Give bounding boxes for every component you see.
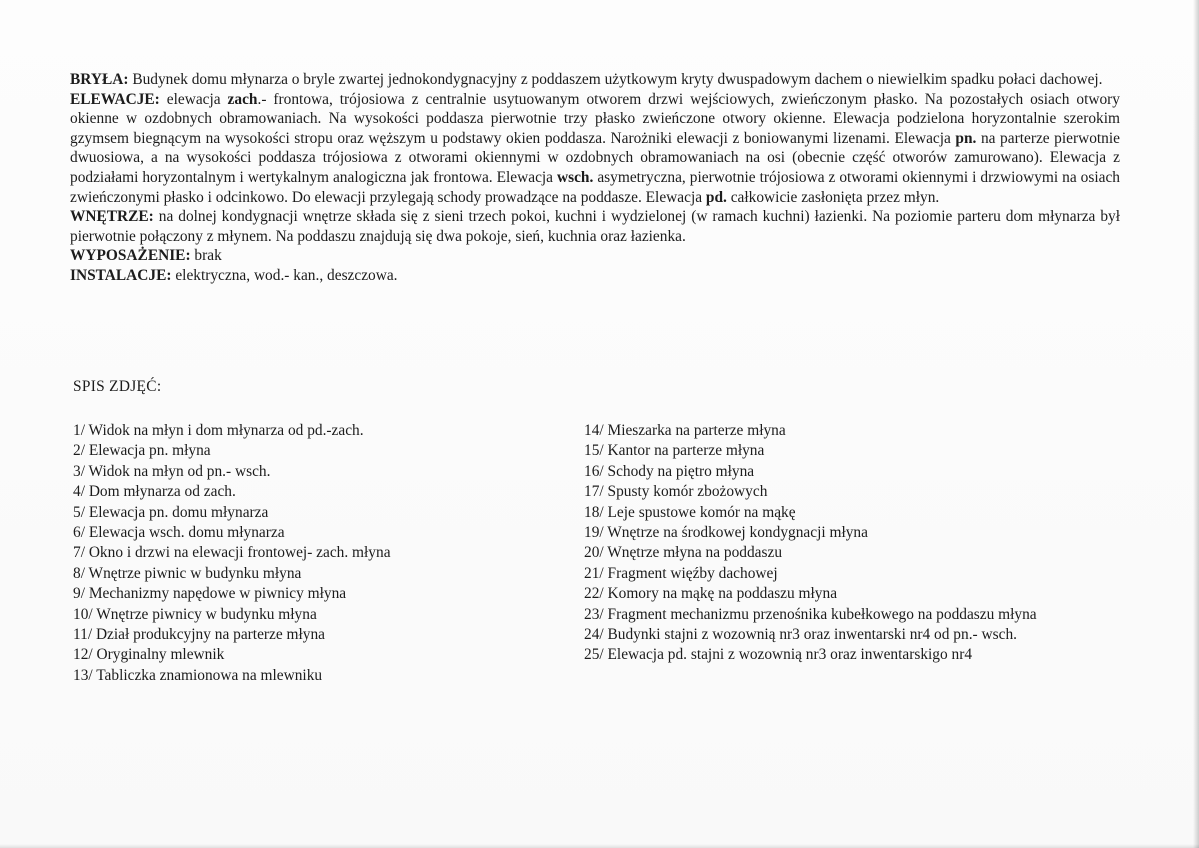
text-bryla: Budynek domu młynarza o bryle zwartej jednokondygnacyjny z poddaszem użytkowym kryty dwuspadowym dachem o niewielkim spadku połaci dachowej.: [128, 71, 1103, 88]
page-edge-shadow: [1193, 0, 1199, 848]
list-item: 7/ Okno i drzwi na elewacji frontowej- zach. młyna: [73, 544, 391, 562]
paragraph-wyposazenie: [70, 246, 1120, 266]
list-item: 10/ Wnętrze piwnicy w budynku młyna: [73, 605, 317, 623]
photo-list-title: SPIS ZDJĘĆ:: [73, 378, 162, 395]
list-item: 23/ Fragment mechanizmu przenośnika kubełkowego na poddaszu młyna: [584, 605, 1037, 623]
list-item: 5/ Elewacja pn. domu młynarza: [73, 503, 269, 521]
list-item: 18/ Leje spustowe komór na mąkę: [584, 503, 796, 521]
photo-list-right-column: [584, 421, 1084, 666]
list-item: 22/ Komory na mąkę na poddaszu młyna: [584, 585, 838, 603]
text-elewacje-5: całkowicie zasłonięta przez młyn.: [726, 188, 940, 206]
bold-pn: pn.: [955, 129, 977, 147]
list-item: 9/ Mechanizmy napędowe w piwnicy młyna: [73, 585, 347, 603]
page-bottom-shadow: [0, 844, 1199, 848]
list-item: 4/ Dom młynarza od zach.: [73, 483, 236, 501]
label-elewacje: ELEWACJE:: [70, 90, 160, 108]
list-item: 24/ Budynki stajni z wozownią nr3 oraz inwentarski nr4 od pn.- wsch.: [584, 626, 1017, 644]
paragraph-elewacje: [70, 90, 1120, 208]
text-wyposazenie: brak: [190, 247, 222, 265]
text-elewacje-2: .- frontowa, trójosiowa z centralnie usytuowanym otworem drzwi wejściowych, zwieńczonym płasko. Na pozostałych osiach otwory okienne w ozdobnych obramowaniach. Na wysokości poddasza pierwotnie trzy płasko zwieńczone otwory okienne. Elewacja podzielona horyzontalnie szerokim gzymsem biegnącym na wysokości stropu oraz węższym u podstawy okien poddasza. Narożniki elewacji z boniowanymi lizenami. Elewacja: [70, 90, 1120, 147]
list-item: 13/ Tabliczka znamionowa na mlewniku: [73, 666, 323, 684]
paragraph-bryla: [70, 70, 1120, 90]
bold-wsch: wsch.: [557, 168, 594, 186]
text-instalacje: elektryczna, wod.- kan., deszczowa.: [171, 266, 398, 284]
label-instalacje: INSTALACJE:: [70, 266, 172, 284]
building-description: [70, 70, 1120, 286]
list-item: 25/ Elewacja pd. stajni z wozownią nr3 oraz inwentarskigo nr4: [584, 646, 973, 664]
bold-zach: zach: [227, 90, 258, 108]
label-wnetrze: WNĘTRZE:: [70, 208, 154, 226]
text-elewacje-4: asymetryczna, pierwotnie trójosiowa z otworami okiennymi i drzwiowymi na osiach zwieńczonymi płasko i odcinkowo. Do elewacji przylegają schody prowadzące na poddasze. Elewacja: [70, 168, 1120, 206]
list-item: 1/ Widok na młyn i dom młynarza od pd.-zach.: [73, 422, 364, 439]
list-item: 11/ Dział produkcyjny na parterze młyna: [73, 626, 325, 644]
list-item: 3/ Widok na młyn od pn.- wsch.: [73, 462, 271, 480]
paragraph-instalacje: [70, 266, 1120, 286]
list-item: 2/ Elewacja pn. młyna: [73, 442, 211, 460]
list-item: 12/ Oryginalny mlewnik: [73, 646, 225, 664]
label-bryla: BRYŁA:: [70, 71, 129, 88]
photo-list-left-column: [73, 421, 533, 686]
list-item: 20/ Wnętrze młyna na poddaszu: [584, 544, 783, 562]
list-item: 16/ Schody na piętro młyna: [584, 462, 755, 480]
text-elewacje-1: elewacja: [159, 90, 228, 108]
label-wyposazenie: WYPOSAŻENIE:: [70, 247, 191, 265]
list-item: 14/ Mieszarka na parterze młyna: [584, 422, 786, 439]
list-item: 15/ Kantor na parterze młyna: [584, 442, 765, 460]
text-elewacje-3: na parterze pierwotnie dwuosiowa, a na wysokości poddasza trójosiowa z otworami okiennymi w ozdobnych obramowaniach na osi (obecnie część otworów zamurowano). Elewacja z podziałami horyzontalnym i wertykalnym analogiczna jak frontowa. Elewacja: [70, 129, 1120, 186]
list-item: 8/ Wnętrze piwnic w budynku młyna: [73, 564, 302, 582]
list-item: 17/ Spusty komór zbożowych: [584, 483, 768, 501]
list-item: 19/ Wnętrze na środkowej kondygnacji młyna: [584, 524, 868, 542]
paragraph-wnetrze: [70, 207, 1120, 246]
text-wnetrze: na dolnej kondygnacji wnętrze składa się z sieni trzech pokoi, kuchni i wydzielonej (w ramach kuchni) łazienki. Na poziomie parteru dom młynarza był pierwotnie połączony z młynem. Na poddaszu znajdują się dwa pokoje, sień, kuchnia oraz łazienka.: [70, 208, 1120, 245]
list-item: 21/ Fragment więźby dachowej: [584, 564, 778, 582]
list-item: 6/ Elewacja wsch. domu młynarza: [73, 524, 285, 542]
bold-pd: pd.: [705, 188, 727, 206]
